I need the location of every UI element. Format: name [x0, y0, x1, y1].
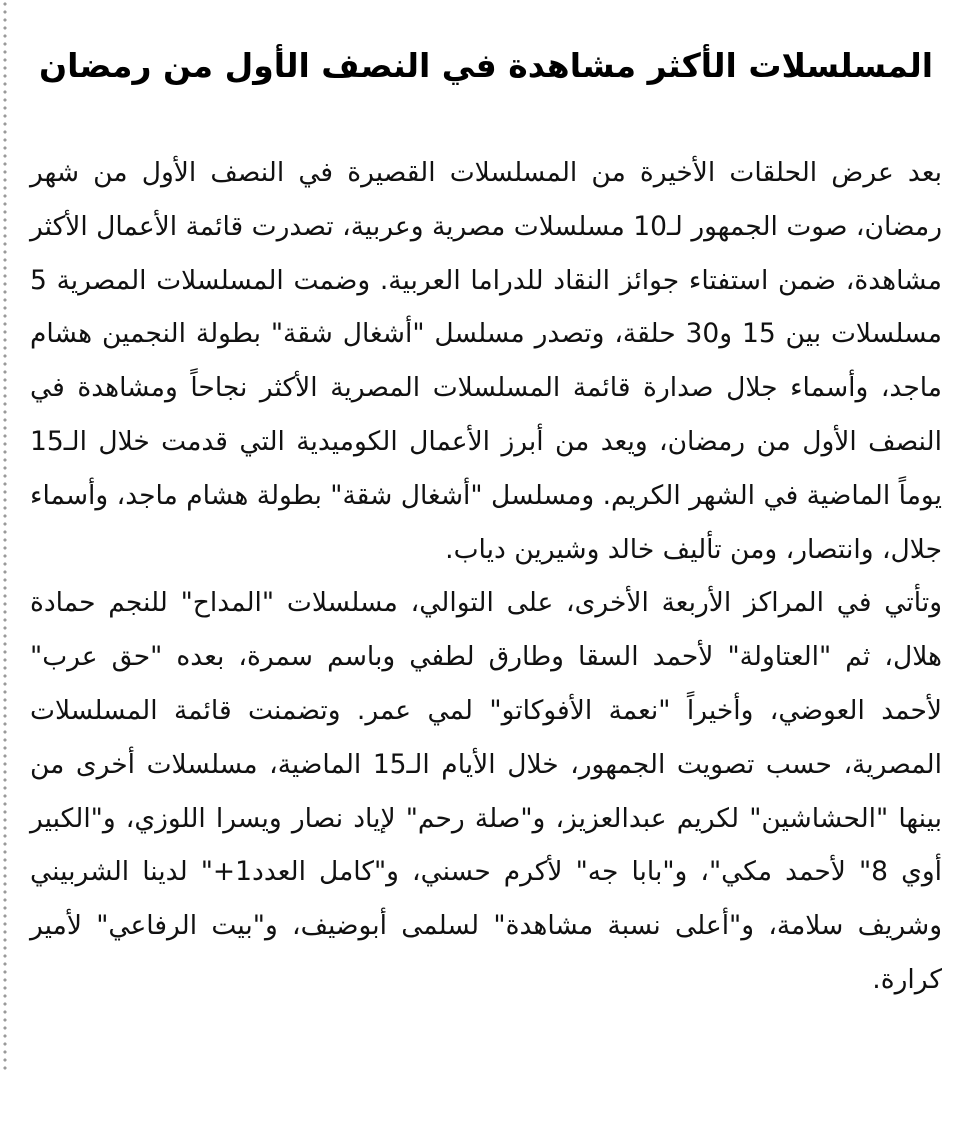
dotted-column-rule: [3, 0, 7, 1072]
article-paragraph-2: وتأتي في المراكز الأربعة الأخرى، على التوالي، مسلسلات "المداح" للنجم حمادة هلال، ثم "العتاولة" لأحمد السقا وطارق لطفي وباسم سمرة، بعده "حق عرب" لأحمد العوضي، وأخيراً "نعمة الأفوكاتو" لمي عمر. وتضمنت قائمة المسلسلات المصرية، حسب تصويت الجمهور، خلال الأيام الـ15 الماضية، مسلسلات أخرى من بينها "الحشاشين" لكريم عبدالعزيز، و"صلة رحم" لإياد نصار ويسرا اللوزي، و"الكبير أوي 8" لأحمد مكي"، و"بابا جه" لأكرم حسني، و"كامل العدد1+" لدينا الشربيني وشريف سلامة، و"أعلى نسبة مشاهدة" لسلمى أبوضيف، و"بيت الرفاعي" لأمير كرارة.: [30, 587, 943, 995]
news-article: [30, 14, 942, 1007]
article-body: [30, 146, 942, 1007]
article-headline: المسلسلات الأكثر مشاهدة في النصف الأول من رمضان: [38, 46, 934, 85]
article-paragraph-1: بعد عرض الحلقات الأخيرة من المسلسلات القصيرة في النصف الأول من شهر رمضان، صوت الجمهور لـ10 مسلسلات مصرية وعربية، تصدرت قائمة الأعمال الأكثر مشاهدة، ضمن استفتاء جوائز النقاد للدراما العربية. وضمت المسلسلات المصرية 5 مسلسلات بين 15 و30 حلقة، وتصدر مسلسل "أشغال شقة" بطولة النجمين هشام ماجد، وأسماء جلال صدارة قائمة المسلسلات المصرية الأكثر نجاحاً ومشاهدة في النصف الأول من رمضان، ويعد من أبرز الأعمال الكوميدية التي قدمت خلال الـ15 يوماً الماضية في الشهر الكريم. ومسلسل "أشغال شقة" بطولة هشام ماجد، وأسماء جلال، وانتصار، ومن تأليف خالد وشيرين دياب.: [30, 157, 942, 565]
